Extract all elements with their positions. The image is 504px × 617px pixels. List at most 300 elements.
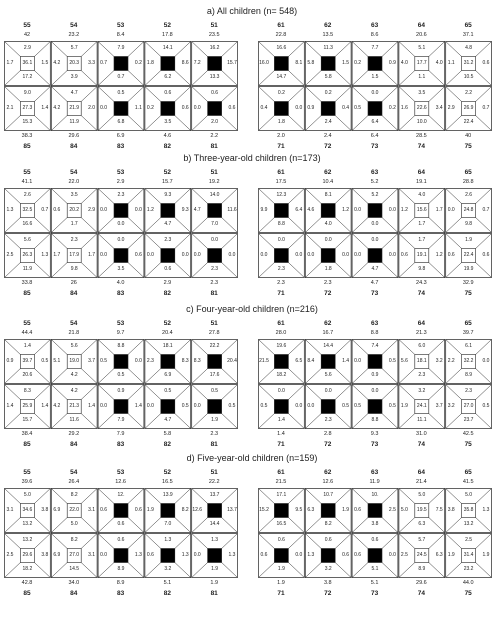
- surface-value: 5.6: [400, 358, 408, 364]
- incisal-edge-block: [368, 355, 382, 369]
- total-value: 2.0: [277, 133, 285, 139]
- tooth-label: 63: [370, 22, 379, 29]
- total-value: 19.2: [208, 179, 220, 185]
- surface-value: 0.6: [117, 537, 125, 543]
- upper-arch-box: [258, 339, 492, 384]
- total-value: 8.9: [116, 580, 125, 586]
- surface-value: 9.5: [295, 507, 303, 513]
- total-value: 2.8: [323, 431, 332, 437]
- incisal-edge-block: [274, 249, 288, 263]
- surface-value: 20.6: [22, 372, 33, 378]
- surface-value: 0.0: [193, 403, 201, 409]
- value-row: [4, 30, 238, 41]
- tooth-label: 81: [210, 590, 218, 597]
- surface-value: 0.5: [117, 372, 125, 378]
- surface-value: 0.7: [482, 105, 490, 111]
- total-value: 26: [70, 280, 77, 286]
- surface-value: 1.7: [6, 60, 14, 66]
- tooth-label: 84: [70, 290, 78, 297]
- surface-value: 0.6: [181, 105, 189, 111]
- incisal-edge-block: [321, 549, 335, 563]
- surface-value: 9.3: [164, 192, 172, 198]
- incisal-edge-block: [161, 504, 175, 518]
- surface-value: 7.2: [193, 60, 201, 66]
- total-value: 17.5: [275, 179, 287, 185]
- tooth-label: 64: [417, 469, 425, 476]
- surface-value: 0.6: [277, 537, 285, 543]
- total-value: 29.6: [416, 580, 427, 586]
- tooth-label: 62: [324, 320, 332, 327]
- value-row: [4, 439, 238, 450]
- surface-value: 6.3: [435, 552, 443, 558]
- tooth-label: 75: [464, 590, 472, 597]
- value-row: [258, 30, 492, 41]
- incisal-edge-block: [368, 504, 382, 518]
- surface-value: 0.5: [388, 358, 396, 364]
- tooth-label: 64: [417, 320, 425, 327]
- surface-value: 10.5: [463, 74, 474, 80]
- incisal-edge-block: [114, 204, 128, 218]
- total-value: 42: [23, 32, 31, 38]
- surface-value: 1.3: [41, 252, 49, 258]
- incisal-edge-block: [114, 504, 128, 518]
- surface-value: 0.9: [117, 388, 125, 394]
- total-value: 2.3: [210, 431, 219, 437]
- surface-value: 39.7: [22, 358, 33, 364]
- total-value: 33.8: [21, 280, 33, 286]
- surface-value: 2.5: [388, 507, 396, 513]
- total-value: 39.7: [462, 330, 474, 336]
- surface-value: 0.0: [134, 207, 142, 213]
- surface-value: 0.0: [277, 237, 285, 243]
- surface-value: 3.5: [117, 266, 125, 272]
- tooth-label: 62: [324, 169, 332, 176]
- total-value: 2.9: [116, 179, 125, 185]
- surface-value: 2.3: [465, 388, 473, 394]
- surface-value: 2.3: [324, 417, 332, 423]
- tooth-label: 53: [116, 469, 125, 476]
- incisal-edge-block: [161, 204, 175, 218]
- total-value: 13.5: [322, 32, 334, 38]
- tooth-label: 62: [324, 22, 332, 29]
- surface-value: 3.2: [447, 403, 455, 409]
- surface-value: 31.4: [463, 552, 474, 558]
- surface-value: 11.3: [323, 45, 333, 51]
- surface-value: 9.8: [70, 266, 78, 272]
- surface-value: 2.3: [164, 237, 172, 243]
- surface-value: 0.9: [6, 358, 14, 364]
- total-value: 20.4: [162, 330, 173, 336]
- surface-value: 1.7: [418, 221, 426, 227]
- surface-value: 17.2: [22, 74, 33, 80]
- surface-value: 8.2: [324, 521, 332, 527]
- surface-value: 22.6: [416, 105, 427, 111]
- surface-value: 2.5: [465, 537, 473, 543]
- surface-value: 0.5: [181, 403, 189, 409]
- surface-value: 5.6: [324, 372, 332, 378]
- surface-value: 22.4: [463, 119, 474, 125]
- incisal-edge-block: [321, 102, 335, 116]
- surface-value: 8.9: [418, 566, 426, 572]
- surface-value: 8.4: [307, 358, 315, 364]
- incisal-edge-block: [274, 204, 288, 218]
- surface-value: 0.0: [211, 237, 219, 243]
- surface-value: 6.3: [307, 507, 315, 513]
- tooth-label: 72: [324, 290, 332, 297]
- tooth-label: 53: [116, 22, 125, 29]
- surface-value: 17.6: [209, 372, 220, 378]
- total-value: 1.4: [277, 431, 285, 437]
- surface-value: 0.2: [134, 60, 142, 66]
- surface-value: 1.3: [134, 552, 142, 558]
- surface-value: 2.2: [447, 358, 455, 364]
- surface-value: 0.5: [117, 90, 125, 96]
- total-value: 40: [465, 133, 472, 139]
- incisal-edge-block: [114, 249, 128, 263]
- surface-value: 3.8: [447, 507, 455, 513]
- surface-value: 0.6: [400, 252, 408, 258]
- total-value: 9.7: [116, 330, 125, 336]
- surface-value: 13.9: [162, 492, 173, 498]
- total-value: 21.4: [416, 479, 427, 485]
- value-row: [4, 328, 238, 339]
- surface-value: 7.0: [211, 221, 219, 227]
- surface-value: 0.0: [354, 207, 362, 213]
- surface-value: 0.0: [100, 552, 108, 558]
- tooth-label: 63: [370, 320, 379, 327]
- total-value: 8.6: [370, 32, 379, 38]
- total-value: 2.3: [323, 280, 332, 286]
- surface-value: 4.7: [164, 417, 172, 423]
- surface-value: 0.0: [371, 221, 379, 227]
- surface-value: 3.9: [70, 74, 78, 80]
- value-row: [4, 177, 238, 188]
- tooth-label: 54: [70, 169, 78, 176]
- surface-value: 0.4: [342, 105, 350, 111]
- incisal-edge-block: [321, 355, 335, 369]
- total-value: 23.2: [68, 32, 80, 38]
- surface-value: 9.8: [418, 266, 426, 272]
- surface-value: 14.5: [69, 566, 80, 572]
- surface-value: 1.3: [211, 537, 219, 543]
- total-value: 5.2: [370, 179, 379, 185]
- surface-value: 8.9: [117, 566, 125, 572]
- surface-value: 16.0: [259, 60, 269, 66]
- surface-value: 5.1: [418, 45, 426, 51]
- incisal-edge-block: [208, 102, 222, 116]
- surface-value: 6.9: [164, 372, 172, 378]
- surface-value: 5.8: [324, 74, 332, 80]
- surface-value: 6.9: [53, 552, 61, 558]
- surface-value: 0.0: [134, 358, 142, 364]
- surface-value: 0.2: [354, 60, 362, 66]
- total-value: 44.4: [21, 330, 33, 336]
- upper-arch-box: [4, 339, 238, 384]
- total-value: 8.8: [370, 330, 379, 336]
- tooth-label: 75: [464, 290, 472, 297]
- surface-value: 6.2: [164, 74, 172, 80]
- surface-value: 11.6: [227, 207, 237, 213]
- surface-value: 6.9: [53, 507, 61, 513]
- surface-value: 4.2: [53, 105, 61, 111]
- total-value: 16.7: [322, 330, 334, 336]
- tooth-label: 55: [23, 469, 31, 476]
- surface-value: 0.0: [342, 252, 350, 258]
- tooth-label: 61: [277, 320, 285, 327]
- surface-value: 4.7: [371, 266, 379, 272]
- tooth-label: 54: [70, 320, 78, 327]
- surface-value: 0.0: [447, 207, 455, 213]
- value-row: [258, 588, 492, 599]
- quadrant-group-left: [258, 318, 492, 448]
- surface-value: 0.0: [193, 105, 201, 111]
- tooth-label: 65: [464, 169, 472, 176]
- surface-value: 4.8: [465, 45, 473, 51]
- incisal-edge-block: [321, 57, 335, 71]
- surface-value: 0.0: [117, 221, 125, 227]
- surface-value: 5.8: [307, 60, 315, 66]
- quadrant-group-right: [4, 318, 238, 448]
- surface-value: 0.6: [342, 552, 350, 558]
- surface-value: 0.6: [134, 507, 142, 513]
- value-row: [258, 439, 492, 450]
- surface-value: 0.0: [354, 252, 362, 258]
- surface-value: 16.2: [209, 45, 220, 51]
- total-value: 28.5: [416, 133, 427, 139]
- upper-arch-box: [4, 488, 238, 533]
- surface-value: 4.7: [193, 207, 201, 213]
- surface-value: 0.0: [324, 388, 332, 394]
- surface-value: 22.4: [463, 252, 474, 258]
- value-row: [258, 477, 492, 488]
- surface-value: 7.0: [164, 521, 172, 527]
- surface-value: 0.9: [388, 60, 396, 66]
- lower-arch-box: [258, 86, 492, 131]
- surface-value: 1.4: [23, 343, 31, 349]
- tooth-label: 63: [370, 469, 379, 476]
- tooth-label: 74: [417, 143, 425, 150]
- incisal-edge-block: [208, 57, 222, 71]
- surface-value: 0.6: [482, 252, 490, 258]
- surface-value: 2.3: [211, 266, 219, 272]
- tooth-label: 75: [464, 143, 472, 150]
- surface-value: 35.8: [463, 507, 474, 513]
- surface-value: 18.1: [416, 358, 427, 364]
- surface-value: 0.6: [53, 207, 61, 213]
- surface-value: 5.7: [70, 45, 78, 51]
- total-value: 3.8: [323, 580, 332, 586]
- surface-value: 5.1: [53, 358, 61, 364]
- surface-value: 2.3: [70, 237, 78, 243]
- surface-value: 5.0: [418, 492, 426, 498]
- incisal-edge-block: [368, 249, 382, 263]
- total-value: 42.8: [21, 580, 33, 586]
- total-value: 37.1: [462, 32, 474, 38]
- tooth-label: 73: [370, 441, 379, 448]
- total-value: 1.9: [210, 580, 219, 586]
- tooth-label: 72: [324, 590, 332, 597]
- surface-value: 19.9: [463, 266, 474, 272]
- tooth-label: 55: [23, 320, 31, 327]
- surface-value: 2.4: [324, 119, 332, 125]
- surface-value: 10.7: [323, 492, 334, 498]
- surface-value: 14.7: [276, 74, 287, 80]
- surface-value: 2.5: [6, 552, 14, 558]
- surface-value: 17.7: [416, 60, 427, 66]
- surface-value: 1.8: [324, 266, 332, 272]
- tooth-label: 55: [23, 22, 31, 29]
- surface-value: 0.0: [388, 207, 396, 213]
- total-value: 26.4: [68, 479, 80, 485]
- surface-value: 0.0: [100, 403, 108, 409]
- surface-value: 2.6: [23, 192, 31, 198]
- surface-value: 19.1: [416, 252, 427, 258]
- total-value: 7.9: [116, 431, 125, 437]
- upper-arch-box: [4, 188, 238, 233]
- tooth-label: 53: [116, 320, 125, 327]
- surface-value: 0.0: [371, 90, 379, 96]
- surface-value: 25.9: [22, 403, 33, 409]
- surface-value: 0.6: [164, 266, 172, 272]
- surface-value: 0.6: [260, 552, 268, 558]
- surface-value: 3.8: [371, 521, 379, 527]
- surface-value: 1.8: [146, 60, 154, 66]
- surface-value: 1.2: [342, 207, 350, 213]
- total-value: 23.5: [208, 32, 220, 38]
- incisal-edge-block: [368, 102, 382, 116]
- surface-value: 0.2: [146, 105, 154, 111]
- surface-value: 1.4: [41, 105, 49, 111]
- tooth-label: 83: [116, 590, 125, 597]
- total-value: 28.8: [462, 179, 474, 185]
- surface-value: 0.6: [164, 90, 172, 96]
- surface-value: 12.: [117, 492, 125, 498]
- tooth-label: 84: [70, 143, 78, 150]
- surface-value: 1.3: [307, 552, 315, 558]
- surface-value: 13.7: [227, 507, 237, 513]
- surface-value: 11.6: [69, 417, 79, 423]
- tooth-label: 55: [23, 169, 31, 176]
- surface-value: 1.1: [418, 74, 426, 80]
- surface-value: 21.9: [69, 105, 80, 111]
- surface-value: 2.1: [6, 105, 14, 111]
- surface-value: 6.5: [295, 358, 303, 364]
- surface-value: 3.8: [41, 507, 49, 513]
- lower-arch-box: [258, 533, 492, 578]
- surface-value: 5.0: [465, 492, 473, 498]
- total-value: 12.6: [322, 479, 334, 485]
- surface-value: 3.4: [435, 105, 443, 111]
- surface-value: 13.7: [209, 492, 220, 498]
- surface-value: 7.9: [117, 417, 125, 423]
- incisal-edge-block: [114, 102, 128, 116]
- surface-value: 10.: [371, 492, 379, 498]
- total-value: 6.4: [370, 133, 379, 139]
- surface-value: 0.6: [354, 552, 362, 558]
- surface-value: 32.5: [22, 207, 33, 213]
- incisal-edge-block: [321, 504, 335, 518]
- surface-value: 0.5: [354, 403, 362, 409]
- surface-value: 0.0: [193, 552, 201, 558]
- total-value: 41.1: [21, 179, 33, 185]
- surface-value: 3.8: [41, 552, 49, 558]
- tooth-label: 73: [370, 143, 379, 150]
- tooth-label: 85: [23, 143, 31, 150]
- tooth-label: 54: [70, 22, 78, 29]
- surface-value: 0.5: [342, 403, 350, 409]
- surface-value: 0.2: [277, 90, 285, 96]
- total-value: 2.3: [210, 280, 219, 286]
- surface-value: 5.2: [371, 192, 379, 198]
- surface-value: 9.9: [260, 207, 268, 213]
- surface-value: 2.5: [400, 552, 408, 558]
- surface-value: 1.4: [88, 403, 96, 409]
- incisal-edge-block: [161, 549, 175, 563]
- total-value: 5.8: [163, 431, 172, 437]
- tooth-label: 71: [277, 590, 285, 597]
- value-row: [4, 477, 238, 488]
- incisal-edge-block: [368, 400, 382, 414]
- surface-value: 24.5: [416, 552, 427, 558]
- tooth-label: 54: [70, 469, 78, 476]
- tooth-label: 85: [23, 590, 31, 597]
- surface-value: 3.3: [88, 60, 96, 66]
- surface-value: 8.1: [324, 192, 332, 198]
- surface-value: 3.5: [70, 192, 78, 198]
- surface-value: 5.0: [23, 492, 31, 498]
- lower-arch-box: [4, 233, 238, 278]
- surface-value: 6.8: [117, 119, 125, 125]
- surface-value: 5.0: [400, 507, 408, 513]
- surface-value: 3.7: [435, 403, 443, 409]
- surface-value: 1.9: [342, 507, 350, 513]
- total-value: 16.5: [162, 479, 173, 485]
- surface-value: 1.5: [371, 74, 379, 80]
- lower-arch-box: [4, 533, 238, 578]
- surface-value: 26.9: [463, 105, 474, 111]
- incisal-edge-block: [274, 355, 288, 369]
- tooth-label: 64: [417, 169, 425, 176]
- surface-value: 1.9: [447, 552, 455, 558]
- incisal-edge-block: [208, 549, 222, 563]
- total-value: 4.6: [163, 133, 172, 139]
- surface-value: 1.9: [146, 507, 154, 513]
- surface-value: 0.6: [371, 537, 379, 543]
- surface-value: 17.9: [69, 252, 80, 258]
- quadrant-group-left: [258, 167, 492, 297]
- section-title: c) Four-year-old children (n=216): [186, 304, 318, 314]
- surface-value: 19.5: [416, 507, 427, 513]
- tooth-label: 71: [277, 290, 285, 297]
- surface-value: 0.7: [482, 207, 490, 213]
- total-value: 22.8: [275, 32, 287, 38]
- surface-value: 4.0: [400, 60, 408, 66]
- incisal-edge-block: [321, 249, 335, 263]
- surface-value: 1.9: [482, 552, 490, 558]
- surface-value: 8.9: [465, 372, 473, 378]
- lower-arch-box: [4, 86, 238, 131]
- surface-value: 6.1: [465, 343, 473, 349]
- surface-value: 1.2: [146, 207, 154, 213]
- tooth-label: 73: [370, 290, 379, 297]
- total-value: 2.3: [277, 280, 285, 286]
- surface-value: 0.0: [228, 252, 236, 258]
- surface-value: 1.5: [41, 60, 49, 66]
- surface-value: 4.7: [164, 221, 172, 227]
- surface-value: 20.3: [69, 60, 80, 66]
- surface-value: 0.5: [164, 388, 172, 394]
- surface-value: 29.6: [22, 552, 33, 558]
